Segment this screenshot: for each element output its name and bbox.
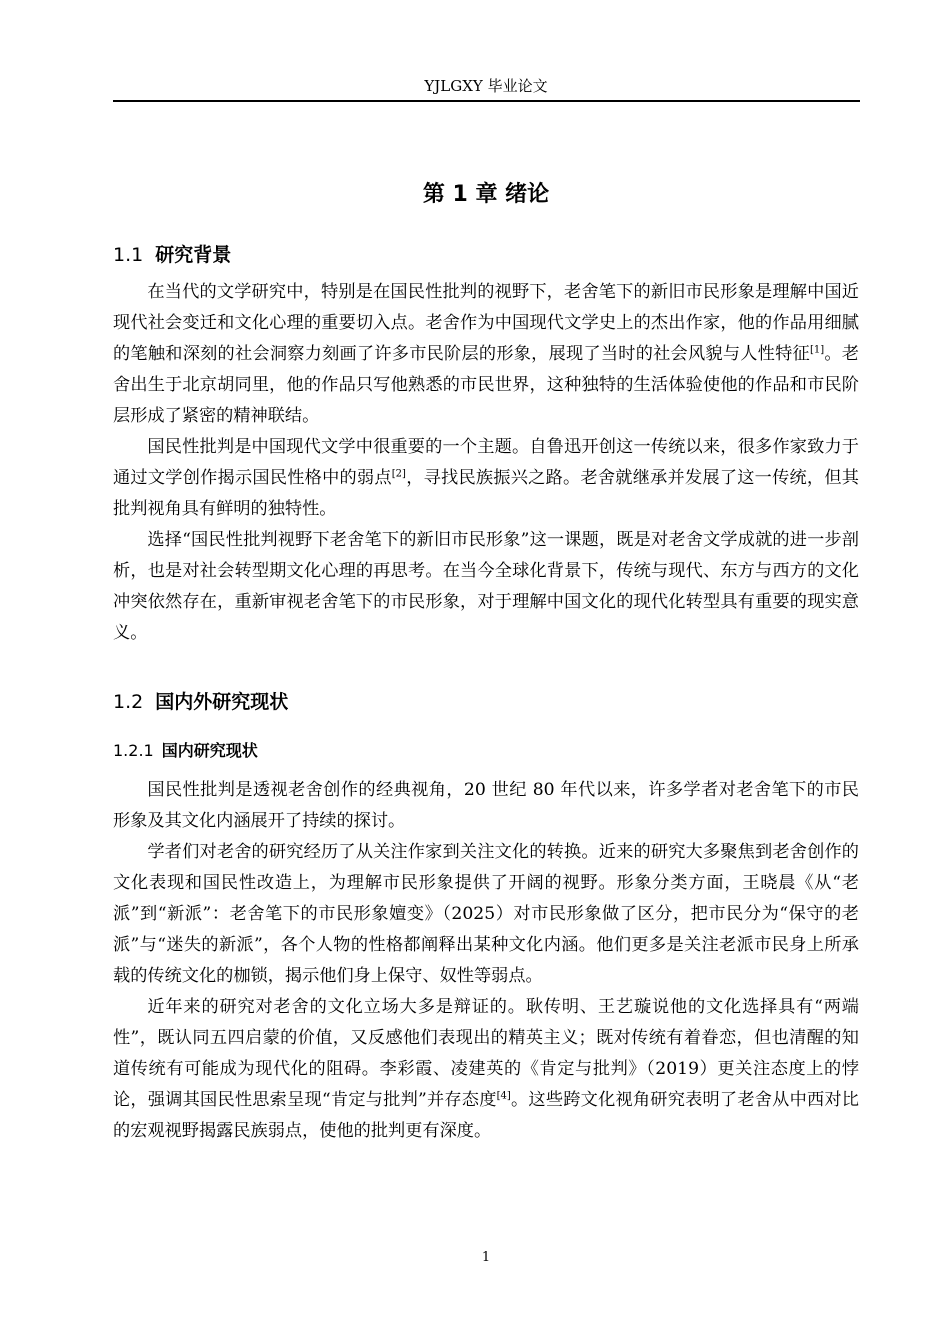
paragraph-text: 在当代的文学研究中，特别是在国民性批判的视野下，老舍笔下的新旧市民形象是理解中国近现代社会变迁和文化心理的重要切入点。老舍作为中国现代文学史上的杰出作家，他的作品用细腻的笔触和深刻的社会洞察力刻画了许多市民阶层的形象，展现了当时的社会风貌与人性特征 bbox=[113, 282, 859, 364]
paragraph-background-3: 选择“国民性批判视野下老舍笔下的新旧市民形象”这一课题，既是对老舍文学成就的进一步剖析，也是对社会转型期文化心理的再思考。在当今全球化背景下，传统与现代、东方与西方的文化冲突依然存在，重新审视老舍笔下的市民形象，对于理解中国文化的现代化转型具有重要的现实意义。 bbox=[113, 530, 859, 643]
citation-ref: [2] bbox=[391, 468, 406, 480]
subsection-title: 国内研究现状 bbox=[161, 741, 258, 760]
paragraph-background-1 bbox=[113, 277, 859, 432]
paragraph-text: 。这些跨文化视角研究表明了老舍从中西对比的宏观视野揭露民族弱点，使他的批判更有深度。 bbox=[113, 1090, 859, 1141]
page-number: 1 bbox=[481, 1250, 491, 1265]
paragraph-text: 。老舍出生于北京胡同里，他的作品只写他熟悉的市民世界，这种独特的生活体验使他的作品和市民阶层形成了紧密的精神联结。 bbox=[113, 344, 859, 426]
section-number: 1.2 bbox=[113, 691, 144, 713]
running-header: YJLGXY 毕业论文 bbox=[424, 77, 548, 95]
paragraph-domestic-1: 国民性批判是透视老舍创作的经典视角，20 世纪 80 年代以来，许多学者对老舍笔下的市民形象及其文化内涵展开了持续的探讨。 bbox=[113, 780, 859, 831]
paragraph-text: 国民性批判是中国现代文学中很重要的一个主题。自鲁迅开创这一传统以来，很多作家致力于通过文学创作揭示国民性格中的弱点 bbox=[113, 437, 859, 488]
paragraph-text: ，寻找民族振兴之路。老舍就继承并发展了这一传统，但其批判视角具有鲜明的独特性。 bbox=[113, 468, 859, 519]
section-heading-1-2 bbox=[113, 687, 859, 717]
citation-ref: [1] bbox=[809, 344, 825, 356]
paragraph-domestic-3 bbox=[113, 992, 859, 1147]
subsection-heading-1-2-1 bbox=[113, 737, 859, 765]
paragraph-background-2 bbox=[113, 432, 859, 525]
page-content bbox=[113, 170, 859, 1147]
citation-ref: [4] bbox=[496, 1090, 511, 1102]
subsection-number: 1.2.1 bbox=[113, 741, 154, 760]
header-rule bbox=[113, 100, 860, 102]
section-title: 国内外研究现状 bbox=[155, 691, 289, 713]
section-title: 研究背景 bbox=[155, 244, 232, 266]
section-heading-1-1 bbox=[113, 240, 859, 270]
paragraph-text: 近年来的研究对老舍的文化立场大多是辩证的。耿传明、王艺璇说他的文化选择具有“两端性”，既认同五四启蒙的价值，又反感他们表现出的精英主义；既对传统有着眷恋，但也清醒的知道传统有可能成为现代化的阻碍。李彩霞、凌建英的《肯定与批判》（2019）更关注态度上的悖论，强调其国民性思索呈现“肯定与批判”并存态度 bbox=[113, 997, 859, 1110]
paragraph-domestic-2: 学者们对老舍的研究经历了从关注作家到关注文化的转换。近来的研究大多聚焦到老舍创作的文化表现和国民性改造上，为理解市民形象提供了开阔的视野。形象分类方面，王晓晨《从“老派”到“新派”：老舍笔下的市民形象嬗变》（2025）对市民形象做了区分，把市民分为“保守的老派”与“迷失的新派”，各个人物的性格都阐释出某种文化内涵。他们更多是关注老派市民身上所承载的传统文化的枷锁，揭示他们身上保守、奴性等弱点。 bbox=[113, 842, 859, 986]
section-number: 1.1 bbox=[113, 244, 144, 266]
chapter-title: 第 1 章 绪论 bbox=[422, 182, 550, 207]
